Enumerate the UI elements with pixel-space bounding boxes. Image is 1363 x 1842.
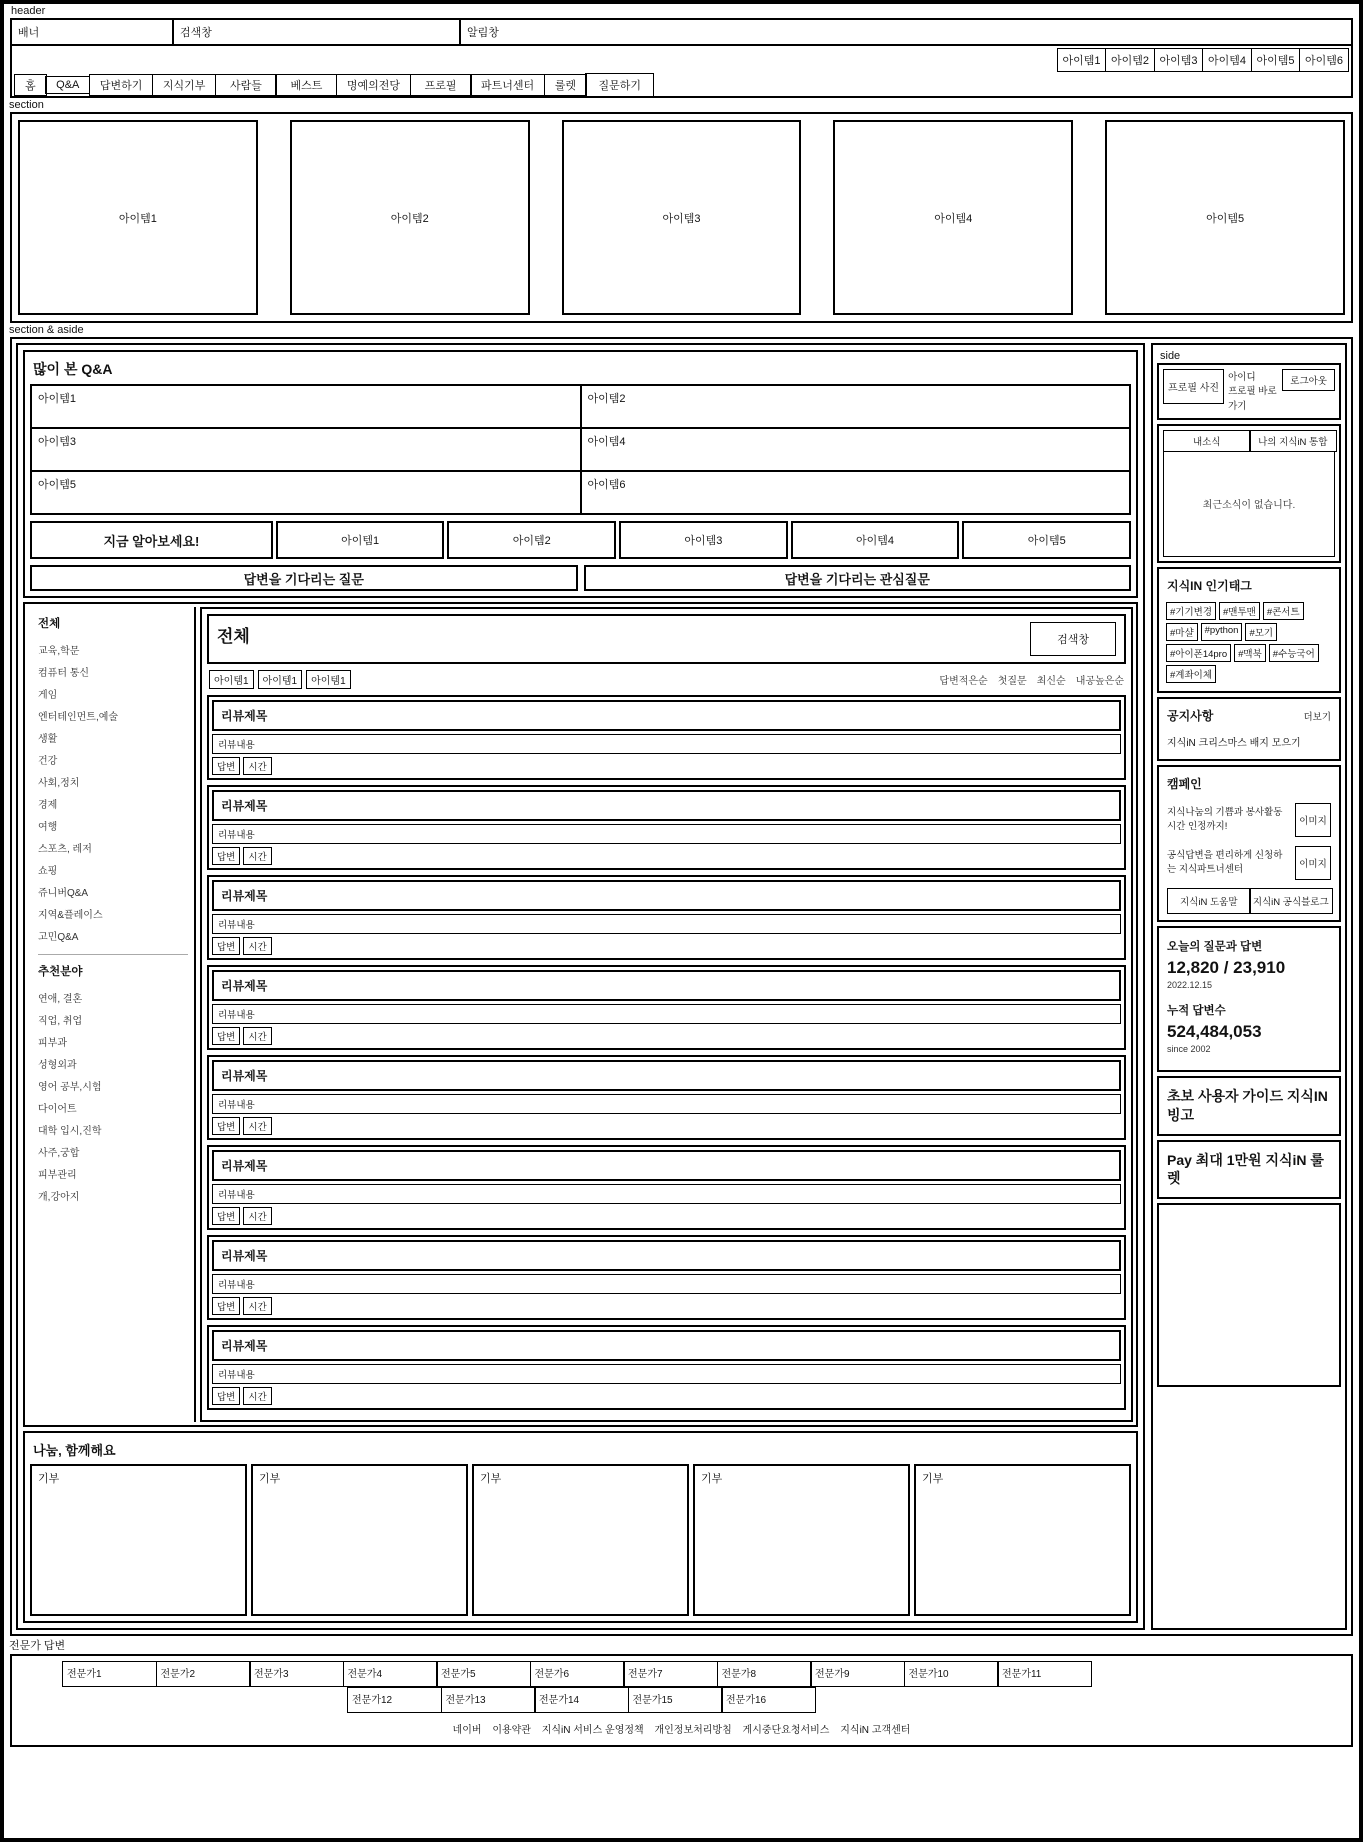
sidebar-item-local-place[interactable]: 지역&플레이스 <box>38 909 103 921</box>
review-card[interactable] <box>207 875 1126 960</box>
table-row <box>32 429 1129 472</box>
discover-now-item-2[interactable]: 아이템2 <box>447 521 616 559</box>
promo-pay-roulette[interactable]: Pay 최대 1만원 지식iN 룰렛 <box>1157 1140 1341 1200</box>
today-stats-date: 2022.12.15 <box>1167 979 1213 990</box>
review-tag-answer[interactable]: 답변 <box>212 1297 240 1315</box>
expert-cell-2[interactable]: 전문가2 <box>156 1661 251 1687</box>
sort-highest-points[interactable]: 내공높은순 <box>1075 676 1124 687</box>
table-row <box>32 386 1129 429</box>
header-label: header <box>11 5 46 17</box>
logout-button[interactable]: 로그아웃 <box>1282 369 1335 391</box>
expert-cell-5[interactable]: 전문가5 <box>436 1661 531 1687</box>
rec-item-skincare[interactable]: 피부관리 <box>38 1169 77 1181</box>
category-divider <box>38 954 188 955</box>
rec-item-job[interactable]: 직업, 취업 <box>38 1015 83 1027</box>
donation-card-row <box>30 1464 1131 1616</box>
review-tags <box>212 847 1121 865</box>
news-panel <box>1157 424 1341 563</box>
expert-cell-r2-3[interactable]: 전문가14 <box>534 1687 629 1713</box>
review-tag-answer[interactable]: 답변 <box>212 1117 240 1135</box>
sidebar-item-economy[interactable]: 경제 <box>38 799 58 811</box>
campaign-row-2[interactable] <box>1163 843 1335 886</box>
header-util-item-2[interactable]: 아이템2 <box>1105 48 1155 72</box>
review-tag-answer[interactable]: 답변 <box>212 847 240 865</box>
tab-my-knowledge-in[interactable]: 나의 지식iN 통합 <box>1249 430 1337 452</box>
review-tags <box>212 937 1121 955</box>
recommend-title: 추천분야 <box>38 966 83 978</box>
feature-card-2[interactable]: 아이템2 <box>290 120 530 315</box>
campaign-panel <box>1157 765 1341 922</box>
campaign-title: 캠페인 <box>1167 776 1202 791</box>
feed-filter-row <box>207 664 1126 695</box>
review-body: 리뷰내용 <box>212 914 1121 934</box>
header-util-item-3[interactable]: 아이템3 <box>1154 48 1204 72</box>
category-feed-split <box>23 602 1138 1427</box>
review-tag-answer[interactable]: 답변 <box>212 1207 240 1225</box>
footer-link-terms[interactable]: 이용약관 <box>492 1725 531 1736</box>
nav-item-donate[interactable]: 지식기부 <box>152 74 217 96</box>
review-body: 리뷰내용 <box>212 824 1121 844</box>
review-tags <box>212 1027 1121 1045</box>
sidebar-item-entertainment[interactable]: 엔터테인먼트,예술 <box>38 711 119 723</box>
tag-marshall[interactable]: #마샬 <box>1166 623 1198 641</box>
campaign-image-2: 이미지 <box>1295 846 1331 880</box>
rec-item-dermatology[interactable]: 피부과 <box>38 1037 67 1049</box>
section-aside-region <box>10 337 1353 1636</box>
sidebar-item-shopping[interactable]: 쇼핑 <box>38 865 58 877</box>
review-body: 리뷰내용 <box>212 1184 1121 1204</box>
review-body: 리뷰내용 <box>212 734 1121 754</box>
expert-cell-10[interactable]: 전문가10 <box>904 1661 999 1687</box>
review-tag-answer[interactable]: 답변 <box>212 1387 240 1405</box>
review-body: 리뷰내용 <box>212 1094 1121 1114</box>
review-tag-time: 시간 <box>243 1387 271 1405</box>
sidebar-item-game[interactable]: 게임 <box>38 689 58 701</box>
total-answers-since: since 2002 <box>1167 1043 1211 1054</box>
notice-header <box>1167 707 1331 724</box>
stats-panel <box>1157 926 1341 1072</box>
notice-more-link[interactable]: 더보기 <box>1303 711 1331 723</box>
review-tags <box>212 1387 1121 1405</box>
expert-cell-3[interactable]: 전문가3 <box>249 1661 344 1687</box>
expert-label: 전문가 답변 <box>9 1640 66 1652</box>
tag-mosquito[interactable]: #모기 <box>1245 623 1277 641</box>
many-qa-item-5[interactable]: 아이템5 <box>32 472 582 513</box>
review-card[interactable] <box>207 1055 1126 1140</box>
review-title: 리뷰제목 <box>212 700 1121 731</box>
nav-item-answer[interactable]: 답변하기 <box>89 74 154 96</box>
campaign-image-1: 이미지 <box>1295 803 1331 837</box>
expert-cell-r2-1[interactable]: 전문가12 <box>347 1687 442 1713</box>
notice-text[interactable]: 지식iN 크리스마스 배지 모으기 <box>1167 737 1301 749</box>
popular-tags-title: 지식IN 인기태그 <box>1167 578 1252 593</box>
footer-link-naver[interactable]: 네이버 <box>452 1725 482 1736</box>
discover-now-item-3[interactable]: 아이템3 <box>619 521 788 559</box>
profile-info <box>1228 369 1278 414</box>
avatar[interactable]: 프로필 사진 <box>1163 369 1224 404</box>
footer <box>17 1713 1346 1740</box>
expert-cell-11[interactable]: 전문가11 <box>997 1661 1092 1687</box>
category-title-all[interactable]: 전체 <box>38 618 61 630</box>
review-tag-time: 시간 <box>243 1297 271 1315</box>
main-section <box>16 343 1145 1630</box>
alarm-panel[interactable]: 알림창 <box>467 27 499 39</box>
footer-link-takedown[interactable]: 게시중단요청서비스 <box>742 1725 830 1736</box>
header-util-item-5[interactable]: 아이템5 <box>1251 48 1301 72</box>
header-util-item-1[interactable]: 아이템1 <box>1057 48 1107 72</box>
notice-title: 공지사항 <box>1167 708 1214 723</box>
footer-link-support[interactable]: 지식iN 고객센터 <box>840 1725 911 1736</box>
tag-concert[interactable]: #콘서트 <box>1263 602 1304 620</box>
nav-item-roulette[interactable]: 룰렛 <box>544 74 587 96</box>
expert-region <box>10 1654 1353 1747</box>
sort-fewest-answers[interactable]: 답변적은순 <box>939 676 988 687</box>
feed-filter-tag-1[interactable]: 아이템1 <box>209 670 254 689</box>
tag-macbook[interactable]: #맥북 <box>1234 644 1266 662</box>
popular-tags-list <box>1163 602 1335 687</box>
total-answers-value: 524,484,053 <box>1167 1021 1262 1041</box>
expert-row-1 <box>17 1661 1346 1687</box>
review-card[interactable] <box>207 965 1126 1050</box>
news-empty-message: 최근소식이 없습니다. <box>1163 452 1335 557</box>
review-tags <box>212 1207 1121 1225</box>
waiting-questions-tab[interactable]: 답변을 기다리는 질문 <box>30 565 578 591</box>
expert-cell-r2-4[interactable]: 전문가15 <box>628 1687 723 1713</box>
review-title: 리뷰제목 <box>212 970 1121 1001</box>
discover-now-row <box>30 521 1131 559</box>
review-card[interactable] <box>207 1235 1126 1320</box>
rec-item-plastic-surgery[interactable]: 성형외과 <box>38 1059 77 1071</box>
waiting-questions-row <box>30 565 1131 591</box>
nav-item-profile[interactable]: 프로필 <box>410 74 472 96</box>
campaign-text-2: 공식답변을 편리하게 신청하는 지식파트너센터 <box>1167 849 1283 875</box>
footer-link-privacy[interactable]: 개인정보처리방침 <box>654 1725 732 1736</box>
header-util-item-6[interactable]: 아이템6 <box>1299 48 1349 72</box>
feed-header <box>207 614 1126 664</box>
question-feed <box>200 607 1133 1422</box>
review-tag-answer[interactable]: 답변 <box>212 757 240 775</box>
discover-now-item-5[interactable]: 아이템5 <box>962 521 1131 559</box>
expert-cell-r2-2[interactable]: 전문가13 <box>441 1687 536 1713</box>
review-tags <box>212 1297 1121 1315</box>
many-qa-item-4[interactable]: 아이템4 <box>587 436 626 448</box>
review-tag-answer[interactable]: 답변 <box>212 937 240 955</box>
review-title: 리뷰제목 <box>212 1060 1121 1091</box>
review-title: 리뷰제목 <box>212 1330 1121 1361</box>
help-button[interactable]: 지식iN 도움말 <box>1167 888 1251 914</box>
rec-item-romance[interactable]: 연애, 결혼 <box>38 993 83 1005</box>
header-region <box>8 4 1355 98</box>
profile-shortcut-link[interactable]: 프로필 바로가기 <box>1228 386 1277 412</box>
sort-first-question[interactable]: 첫질문 <box>997 676 1027 687</box>
promo-beginner-guide[interactable]: 초보 사용자 가이드 지식IN 빙고 <box>1157 1076 1341 1136</box>
rec-item-diet[interactable]: 다이어트 <box>38 1103 77 1115</box>
nav-item-qa[interactable]: Q&A <box>45 76 90 94</box>
many-viewed-qa-title: 많이 본 Q&A <box>33 361 113 377</box>
table-row <box>32 472 1129 513</box>
rec-item-english[interactable]: 영어 공부,시험 <box>38 1081 102 1093</box>
profile-row <box>1163 369 1335 414</box>
donation-card-4[interactable]: 기부 <box>693 1464 910 1616</box>
header-util-items <box>1058 48 1351 72</box>
review-tag-time: 시간 <box>243 1207 271 1225</box>
many-viewed-qa-grid <box>30 384 1131 515</box>
campaign-buttons <box>1167 888 1331 914</box>
header-util-row <box>12 46 1351 74</box>
aside-region <box>1151 343 1347 1630</box>
review-card[interactable] <box>207 695 1126 780</box>
review-body: 리뷰내용 <box>212 1004 1121 1024</box>
sidebar-item-travel[interactable]: 여행 <box>38 821 58 833</box>
expert-cell-7[interactable]: 전문가7 <box>623 1661 718 1687</box>
many-qa-item-1[interactable]: 아이템1 <box>32 386 582 427</box>
global-nav <box>12 74 1351 96</box>
review-tag-time: 시간 <box>243 1027 271 1045</box>
side-label: side <box>1160 350 1181 362</box>
discover-now-item-1[interactable]: 아이템1 <box>276 521 445 559</box>
nav-item-people[interactable]: 사람들 <box>215 74 277 96</box>
sidebar-item-health[interactable]: 건강 <box>38 755 58 767</box>
sidebar-item-society[interactable]: 사회,정치 <box>38 777 80 789</box>
feature-card-3[interactable]: 아이템3 <box>562 120 802 315</box>
feed-filter-tag-2[interactable]: 아이템1 <box>258 670 303 689</box>
sidebar-item-life[interactable]: 생활 <box>38 733 58 745</box>
discover-now-title: 지금 알아보세요! <box>30 521 273 559</box>
tag-sweatshirt[interactable]: #맨투맨 <box>1219 602 1260 620</box>
campaign-row-1[interactable] <box>1163 800 1335 843</box>
today-stats-label: 오늘의 질문과 답변 <box>1167 940 1263 953</box>
page-title: 전체 <box>217 627 250 646</box>
donation-card-5[interactable]: 기부 <box>914 1464 1131 1616</box>
category-sidebar <box>28 607 196 1422</box>
notice-panel <box>1157 697 1341 761</box>
tag-device-change[interactable]: #기기변경 <box>1166 602 1216 620</box>
footer-link-policy[interactable]: 지식iN 서비스 운영정책 <box>541 1725 644 1736</box>
review-card[interactable] <box>207 1325 1126 1410</box>
profile-id: 아이디 <box>1228 372 1256 383</box>
many-qa-item-3[interactable]: 아이템3 <box>32 429 582 470</box>
expert-row-2 <box>17 1687 1346 1713</box>
discover-now-item-4[interactable]: 아이템4 <box>791 521 960 559</box>
nav-item-home[interactable]: 홈 <box>14 74 47 96</box>
review-title: 리뷰제목 <box>212 880 1121 911</box>
feature-card-row <box>10 112 1353 323</box>
review-title: 리뷰제목 <box>212 790 1121 821</box>
expert-cell-1[interactable]: 전문가1 <box>62 1661 157 1687</box>
feed-sort-options <box>939 672 1124 687</box>
today-stats-value: 12,820 / 23,910 <box>1167 957 1286 977</box>
feed-filter-tag-3[interactable]: 아이템1 <box>306 670 351 689</box>
banner-slot[interactable]: 배너 <box>12 20 174 44</box>
review-title: 리뷰제목 <box>212 1150 1121 1181</box>
search-input[interactable]: 검색창 <box>174 20 461 44</box>
review-tag-time: 시간 <box>243 937 271 955</box>
feed-search-button[interactable]: 검색창 <box>1030 622 1116 656</box>
many-qa-item-6[interactable]: 아이템6 <box>587 479 626 491</box>
header-util-item-4[interactable]: 아이템4 <box>1202 48 1252 72</box>
total-answers-label: 누적 답변수 <box>1167 1004 1226 1017</box>
review-tags <box>212 757 1121 775</box>
expert-cell-6[interactable]: 전문가6 <box>530 1661 625 1687</box>
review-tag-time: 시간 <box>243 1117 271 1135</box>
tag-account-transfer[interactable]: #계좌이체 <box>1166 665 1216 683</box>
popular-tags-panel <box>1157 567 1341 693</box>
review-body: 리뷰내용 <box>212 1274 1121 1294</box>
tag-python[interactable]: #python <box>1201 623 1243 641</box>
review-card[interactable] <box>207 1145 1126 1230</box>
campaign-text-1: 지식나눔의 기쁨과 봉사활동 시간 인정까지! <box>1167 806 1283 832</box>
many-qa-item-2[interactable]: 아이템2 <box>587 393 626 405</box>
sharing-panel <box>23 1431 1138 1623</box>
feed-filter-tags <box>209 670 351 689</box>
header-box <box>10 18 1353 98</box>
sidebar-item-sports[interactable]: 스포츠, 레저 <box>38 843 92 855</box>
sidebar-item-juniver-qa[interactable]: 쥬니버Q&A <box>38 887 89 899</box>
review-list <box>207 695 1126 1410</box>
expert-cell-9[interactable]: 전문가9 <box>810 1661 905 1687</box>
rec-item-college[interactable]: 대학 입시,진학 <box>38 1125 102 1137</box>
sidebar-item-computer[interactable]: 컴퓨터 통신 <box>38 667 90 679</box>
rec-item-saju[interactable]: 사주,궁합 <box>38 1147 80 1159</box>
sidebar-item-worry-qa[interactable]: 고민Q&A <box>38 931 79 943</box>
rec-item-dog[interactable]: 개,강아지 <box>38 1191 80 1203</box>
donation-card-2[interactable]: 기부 <box>251 1464 468 1616</box>
tag-suneung-korean[interactable]: #수능국어 <box>1269 644 1319 662</box>
donation-card-1[interactable]: 기부 <box>30 1464 247 1616</box>
feature-card-5[interactable]: 아이템5 <box>1105 120 1345 315</box>
news-tabs <box>1163 430 1335 452</box>
tab-my-news[interactable]: 내소식 <box>1163 430 1251 452</box>
expert-cell-4[interactable]: 전문가4 <box>343 1661 438 1687</box>
ask-question-button[interactable]: 질문하기 <box>585 73 654 97</box>
section-label: section <box>9 99 44 111</box>
nav-item-best[interactable]: 베스트 <box>275 74 337 96</box>
expert-cell-r2-5[interactable]: 전문가16 <box>721 1687 816 1713</box>
sort-latest[interactable]: 최신순 <box>1036 676 1066 687</box>
section-aside-label: section & aside <box>9 324 84 336</box>
review-tag-answer[interactable]: 답변 <box>212 1027 240 1045</box>
feature-card-1[interactable]: 아이템1 <box>18 120 258 315</box>
many-viewed-qa-panel <box>23 350 1138 598</box>
sidebar-item-education[interactable]: 교육,학문 <box>38 645 80 657</box>
review-body: 리뷰내용 <box>212 1364 1121 1384</box>
review-tag-time: 시간 <box>243 757 271 775</box>
feature-card-4[interactable]: 아이템4 <box>833 120 1073 315</box>
header-top-row <box>12 20 1351 46</box>
review-tags <box>212 1117 1121 1135</box>
nav-item-hall-of-fame[interactable]: 명예의전당 <box>336 74 411 96</box>
review-card[interactable] <box>207 785 1126 870</box>
side-filler-block <box>1157 1203 1341 1387</box>
sharing-title: 나눔, 함께해요 <box>33 1443 116 1458</box>
tag-iphone14pro[interactable]: #아이폰14pro <box>1166 644 1231 662</box>
official-blog-button[interactable]: 지식iN 공식블로그 <box>1249 888 1333 914</box>
profile-panel <box>1157 363 1341 420</box>
donation-card-3[interactable]: 기부 <box>472 1464 689 1616</box>
nav-item-partner-center[interactable]: 파트너센터 <box>470 74 545 96</box>
review-title: 리뷰제목 <box>212 1240 1121 1271</box>
review-tag-time: 시간 <box>243 847 271 865</box>
waiting-interest-questions-tab[interactable]: 답변을 기다리는 관심질문 <box>584 565 1132 591</box>
expert-cell-8[interactable]: 전문가8 <box>717 1661 812 1687</box>
